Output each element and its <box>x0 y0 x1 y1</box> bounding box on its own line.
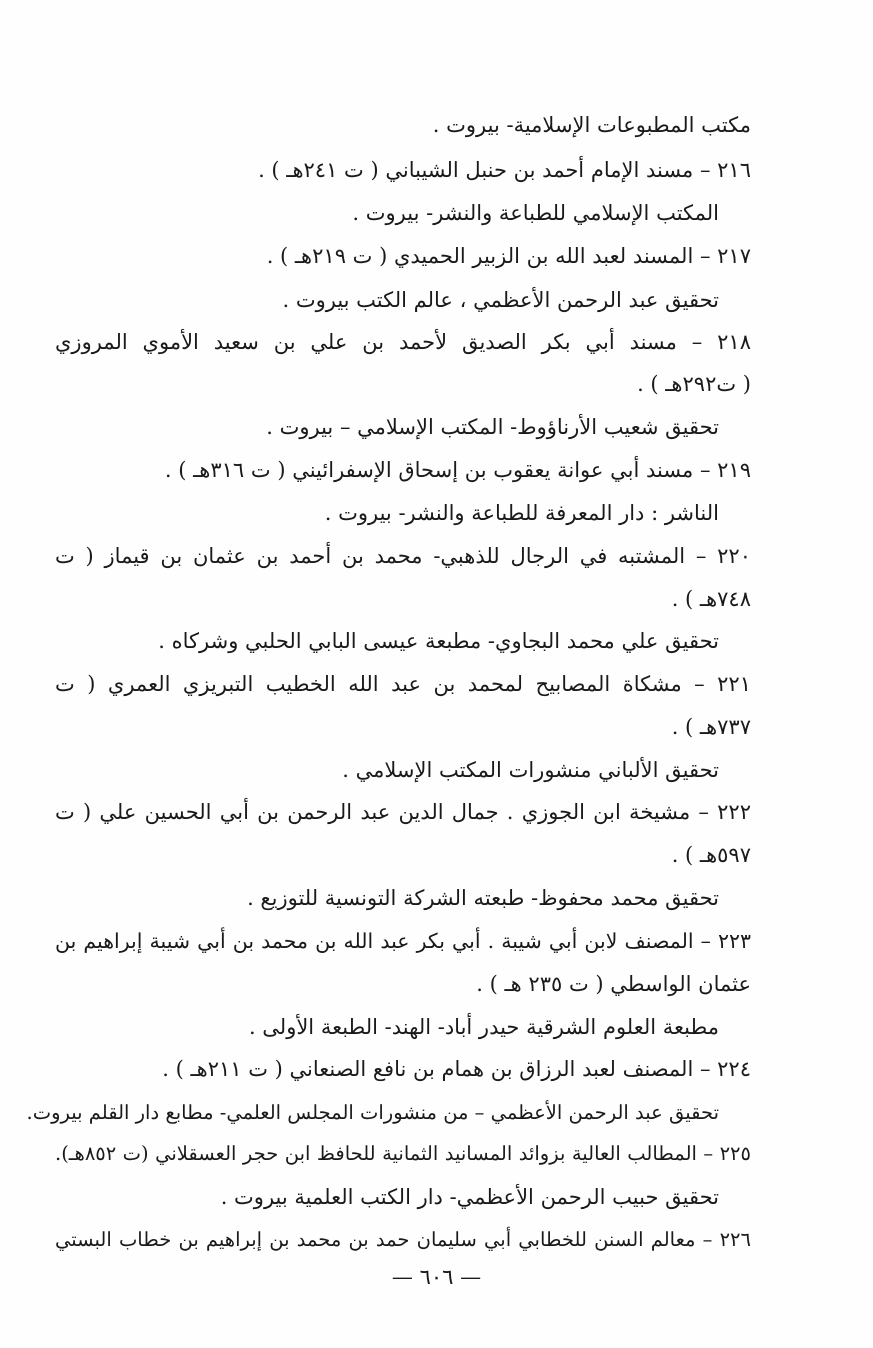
text-line: ٧٤٨هـ ) . <box>671 587 751 611</box>
text-line: المكتب الإسلامي للطباعة والنشر- بيروت . <box>352 201 719 225</box>
bibliography-entry-217: ٢١٧ – المسند لعبد الله بن الزبير الحميدي ( ت ٢١٩هـ ) . <box>266 244 751 268</box>
bibliography-entry-223: ٢٢٣ – المصنف لابن أبي شيبة . أبي بكر عبد الله بن محمد بن أبي شيبة إبراهيم بن <box>55 929 751 953</box>
text-line: تحقيق علي محمد البجاوي- مطبعة عيسى البابي الحلبي وشركاه . <box>158 629 719 653</box>
text-line: مطبعة العلوم الشرقية حيدر أباد- الهند- الطبعة الأولى . <box>248 1015 719 1039</box>
bibliography-entry-220: ٢٢٠ – المشتبه في الرجال للذهبي- محمد بن أحمد بن عثمان بن قيماز ( ت <box>55 544 751 568</box>
bibliography-entry-219: ٢١٩ – مسند أبي عوانة يعقوب بن إسحاق الإسفرائيني ( ت ٣١٦هـ ) . <box>164 458 751 482</box>
text-line: تحقيق محمد محفوظ- طبعته الشركة التونسية للتوزيع . <box>247 886 719 910</box>
bibliography-entry-225: ٢٢٥ – المطالب العالية بزوائد المسانيد الثمانية للحافظ ابن حجر العسقلاني (ت ٨٥٢هـ). <box>55 1142 751 1165</box>
text-line: ٧٣٧هـ ) . <box>671 715 751 739</box>
text-line: تحقيق عبد الرحمن الأعظمي – من منشورات المجلس العلمي- مطابع دار القلم بيروت. <box>26 1101 719 1124</box>
bibliography-entry-224: ٢٢٤ – المصنف لعبد الرزاق بن همام بن نافع الصنعاني ( ت ٢١١هـ ) . <box>162 1057 751 1081</box>
text-line: تحقيق عبد الرحمن الأعظمي ، عالم الكتب بيروت . <box>282 288 719 312</box>
bibliography-entry-221: ٢٢١ – مشكاة المصابيح لمحمد بن عبد الله الخطيب التبريزي العمري ( ت <box>55 672 751 696</box>
bibliography-entry-226: ٢٢٦ – معالم السنن للخطابي أبي سليمان حمد بن محمد بن إبراهيم بن خطاب البستي <box>55 1228 751 1251</box>
bibliography-entry-222: ٢٢٢ – مشيخة ابن الجوزي . جمال الدين عبد الرحمن بن أبي الحسين علي ( ت <box>55 800 751 824</box>
text-line: تحقيق حبيب الرحمن الأعظمي- دار الكتب العلمية بيروت . <box>220 1185 719 1209</box>
text-line: ( ت٢٩٢هـ ) . <box>637 372 751 396</box>
bibliography-entry-218: ٢١٨ – مسند أبي بكر الصديق لأحمد بن علي بن سعيد الأموي المروزي <box>55 330 751 354</box>
bibliography-entry-216: ٢١٦ – مسند الإمام أحمد بن حنبل الشيباني ( ت ٢٤١هـ ) . <box>258 158 751 182</box>
page-number: — ٦٠٦ — <box>391 1265 482 1289</box>
text-line: مكتب المطبوعات الإسلامية- بيروت . <box>432 113 751 137</box>
text-line: تحقيق الألباني منشورات المكتب الإسلامي . <box>342 758 719 782</box>
text-line: الناشر : دار المعرفة للطباعة والنشر- بيروت . <box>324 501 719 525</box>
text-line: عثمان الواسطي ( ت ٢٣٥ هـ ) . <box>476 972 751 996</box>
text-line: ٥٩٧هـ ) . <box>671 843 751 867</box>
text-line: تحقيق شعيب الأرناؤوط- المكتب الإسلامي – بيروت . <box>266 415 719 439</box>
